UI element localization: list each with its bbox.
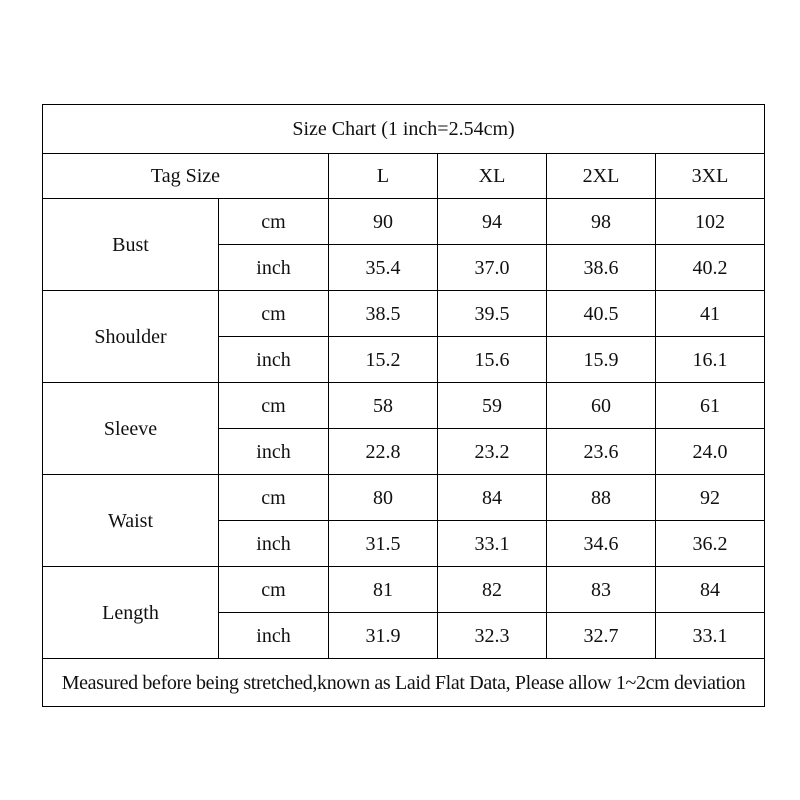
footer-row: [43, 659, 765, 707]
value-cell-2xl: 60: [547, 383, 656, 429]
unit-label: cm: [219, 383, 329, 429]
value-cell-3xl: 84: [656, 567, 765, 613]
value-cell-xl: 37.0: [438, 245, 547, 291]
table-row: [43, 199, 765, 245]
value-cell-l: 81: [329, 567, 438, 613]
value-cell-3xl: 36.2: [656, 521, 765, 567]
value-cell-2xl: 83: [547, 567, 656, 613]
value-cell-l: 58: [329, 383, 438, 429]
size-header-l: L: [329, 154, 438, 199]
value-cell-xl: 82: [438, 567, 547, 613]
value-cell-3xl: 61: [656, 383, 765, 429]
unit-label: inch: [219, 613, 329, 659]
unit-label: cm: [219, 475, 329, 521]
value-cell-xl: 33.1: [438, 521, 547, 567]
value-cell-3xl: 24.0: [656, 429, 765, 475]
measurement-label: Shoulder: [43, 291, 219, 383]
unit-label: cm: [219, 199, 329, 245]
unit-label: inch: [219, 429, 329, 475]
table-row: [43, 567, 765, 613]
table-row: [43, 475, 765, 521]
unit-label: cm: [219, 567, 329, 613]
value-cell-xl: 59: [438, 383, 547, 429]
value-cell-2xl: 32.7: [547, 613, 656, 659]
value-cell-xl: 39.5: [438, 291, 547, 337]
value-cell-2xl: 88: [547, 475, 656, 521]
value-cell-xl: 84: [438, 475, 547, 521]
value-cell-3xl: 102: [656, 199, 765, 245]
value-cell-2xl: 98: [547, 199, 656, 245]
value-cell-l: 15.2: [329, 337, 438, 383]
value-cell-3xl: 92: [656, 475, 765, 521]
value-cell-2xl: 34.6: [547, 521, 656, 567]
chart-title: Size Chart (1 inch=2.54cm): [43, 105, 765, 154]
footer-note: Measured before being stretched,known as Laid Flat Data, Please allow 1~2cm deviation: [43, 659, 765, 707]
value-cell-3xl: 33.1: [656, 613, 765, 659]
value-cell-l: 38.5: [329, 291, 438, 337]
unit-label: cm: [219, 291, 329, 337]
measurement-label: Sleeve: [43, 383, 219, 475]
unit-label: inch: [219, 521, 329, 567]
table-row: [43, 291, 765, 337]
value-cell-3xl: 40.2: [656, 245, 765, 291]
size-header-xl: XL: [438, 154, 547, 199]
value-cell-2xl: 15.9: [547, 337, 656, 383]
value-cell-xl: 15.6: [438, 337, 547, 383]
title-row: [43, 105, 765, 154]
measurement-label: Bust: [43, 199, 219, 291]
tag-size-header: Tag Size: [43, 154, 329, 199]
value-cell-l: 80: [329, 475, 438, 521]
unit-label: inch: [219, 245, 329, 291]
header-row: [43, 154, 765, 199]
value-cell-3xl: 16.1: [656, 337, 765, 383]
value-cell-xl: 94: [438, 199, 547, 245]
measurement-label: Length: [43, 567, 219, 659]
value-cell-l: 31.9: [329, 613, 438, 659]
size-header-2xl: 2XL: [547, 154, 656, 199]
size-chart-table: [42, 104, 765, 707]
unit-label: inch: [219, 337, 329, 383]
value-cell-xl: 23.2: [438, 429, 547, 475]
table-row: [43, 383, 765, 429]
value-cell-3xl: 41: [656, 291, 765, 337]
value-cell-l: 35.4: [329, 245, 438, 291]
value-cell-l: 90: [329, 199, 438, 245]
size-header-3xl: 3XL: [656, 154, 765, 199]
value-cell-l: 31.5: [329, 521, 438, 567]
value-cell-xl: 32.3: [438, 613, 547, 659]
value-cell-2xl: 38.6: [547, 245, 656, 291]
value-cell-l: 22.8: [329, 429, 438, 475]
measurement-label: Waist: [43, 475, 219, 567]
value-cell-2xl: 40.5: [547, 291, 656, 337]
value-cell-2xl: 23.6: [547, 429, 656, 475]
size-chart-body: [43, 105, 765, 707]
